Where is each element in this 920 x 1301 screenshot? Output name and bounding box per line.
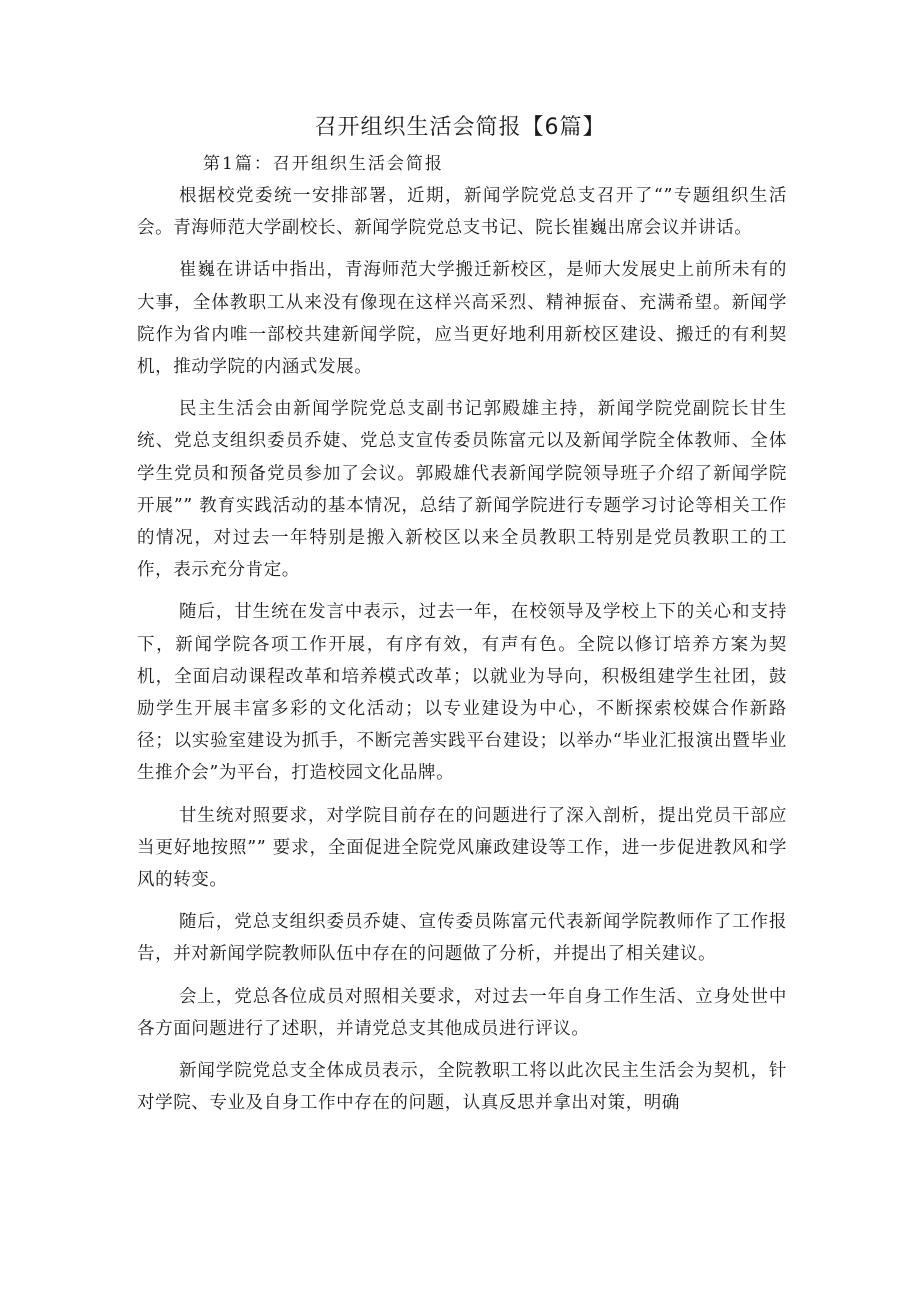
paragraph: 根据校党委统一安排部署，近期，新闻学院党总支召开了“”专题组织生活会。青海师范大学副校长、新闻学院党总支书记、院长崔巍出席会议并讲话。 [137,186,787,239]
paragraph: 随后，甘生统在发言中表示，过去一年，在校领导及学校上下的关心和支持下，新闻学院各项工作开展，有序有效，有声有色。全院以修订培养方案为契机，全面启动课程改革和培养模式改革；以就业为导向，积极组建学生社团，鼓励学生开展丰富多彩的文化活动；以专业建设为中心，不断探索校媒合作新路径；以实验室建设为抓手，不断完善实践平台建设；以举办“毕业汇报演出暨毕业生推介会”为平台，打造校园文化品牌。 [137,602,787,784]
section-heading: 第1篇：召开组织生活会简报 [203,154,444,174]
paragraph: 随后，党总支组织委员乔婕、宣传委员陈富元代表新闻学院教师作了工作报告，并对新闻学院教师队伍中存在的问题做了分析，并提出了相关建议。 [137,912,787,965]
paragraph: 崔巍在讲话中指出，青海师范大学搬迁新校区，是师大发展史上前所未有的大事，全体教职工从来没有像现在这样兴高采烈、精神振奋、充满希望。新闻学院作为省内唯一部校共建新闻学院，应当更好地利用新校区建设、搬迁的有利契机，推动学院的内涵式发展。 [137,260,787,378]
document-title: 召开组织生活会简报【6篇】 [314,115,606,140]
paragraph: 甘生统对照要求，对学院目前存在的问题进行了深入剖析，提出党员干部应当更好地按照”” 要求，全面促进全院党风廉政建设等工作，进一步促进教风和学风的转变。 [137,805,787,891]
document-body [137,180,787,1129]
paragraph: 会上，党总各位成员对照相关要求，对过去一年自身工作生活、立身处世中各方面问题进行了述职，并请党总支其他成员进行评议。 [137,986,787,1039]
paragraph: 民主生活会由新闻学院党总支副书记郭殿雄主持，新闻学院党副院长甘生统、党总支组织委员乔婕、党总支宣传委员陈富元以及新闻学院全体教师、全体学生党员和预备党员参加了会议。郭殿雄代表新闻学院领导班子介绍了新闻学院开展”” 教育实践活动的基本情况，总结了新闻学院进行专题学习讨论等相关工作的情况，对过去一年特别是搬入新校区以来全员教职工特别是党员教职工的工作，表示充分肯定。 [137,399,787,581]
paragraph: 新闻学院党总支全体成员表示，全院教职工将以此次民主生活会为契机，针对学院、专业及自身工作中存在的问题，认真反思并拿出对策，明确 [137,1061,787,1114]
